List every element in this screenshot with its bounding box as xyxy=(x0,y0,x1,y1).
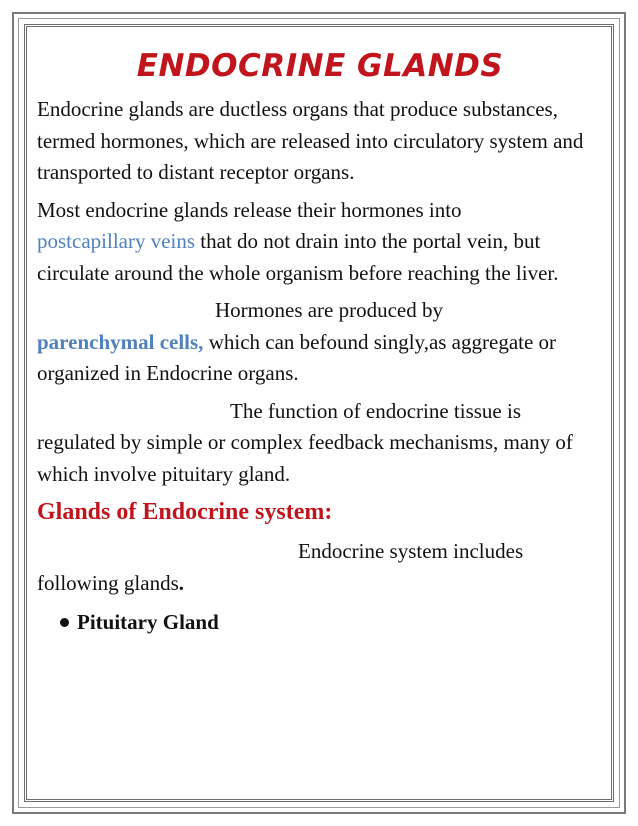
parenchymal-cells-link[interactable]: parenchymal cells, xyxy=(37,329,204,354)
paragraph-production-lead: Hormones are produced by xyxy=(215,298,444,322)
paragraph-includes-lead: Endocrine system includes xyxy=(298,539,524,563)
section-heading-glands: Glands of Endocrine system: xyxy=(37,499,333,525)
paragraph-function xyxy=(37,396,603,491)
paragraph-release-rest: that do not drain into the portal vein, but circulate around the whole organism before reaching the liver. xyxy=(37,229,559,285)
paragraph-function-rest: regulated by simple or complex feedback mechanisms, many of which involve pituitary gland. xyxy=(37,430,573,486)
paragraph-function-lead: The function of endocrine tissue is xyxy=(230,398,522,423)
paragraph-release-line1: Most endocrine glands release their hormones into xyxy=(37,197,462,222)
bullet-icon xyxy=(60,618,69,627)
paragraph-intro: Endocrine glands are ductless organs that produce substances, termed hormones, which are released into circulatory system and transported to distant receptor organs. xyxy=(37,97,584,184)
page-title: ENDOCRINE GLANDS xyxy=(136,48,504,84)
paragraph-includes xyxy=(37,536,603,599)
document-body xyxy=(37,34,603,637)
paragraph-production-rest: which can befound singly,as aggregate or organized in Endocrine organs. xyxy=(37,329,557,385)
paragraph-release xyxy=(37,195,603,290)
paragraph-includes-period: . xyxy=(178,570,184,595)
glands-list xyxy=(37,607,603,637)
list-item xyxy=(37,607,603,637)
gland-label: Pituitary Gland xyxy=(77,610,219,634)
paragraph-production xyxy=(37,295,603,390)
postcapillary-veins-link[interactable]: postcapillary veins xyxy=(37,229,196,253)
paragraph-includes-rest: following glands xyxy=(37,570,179,595)
